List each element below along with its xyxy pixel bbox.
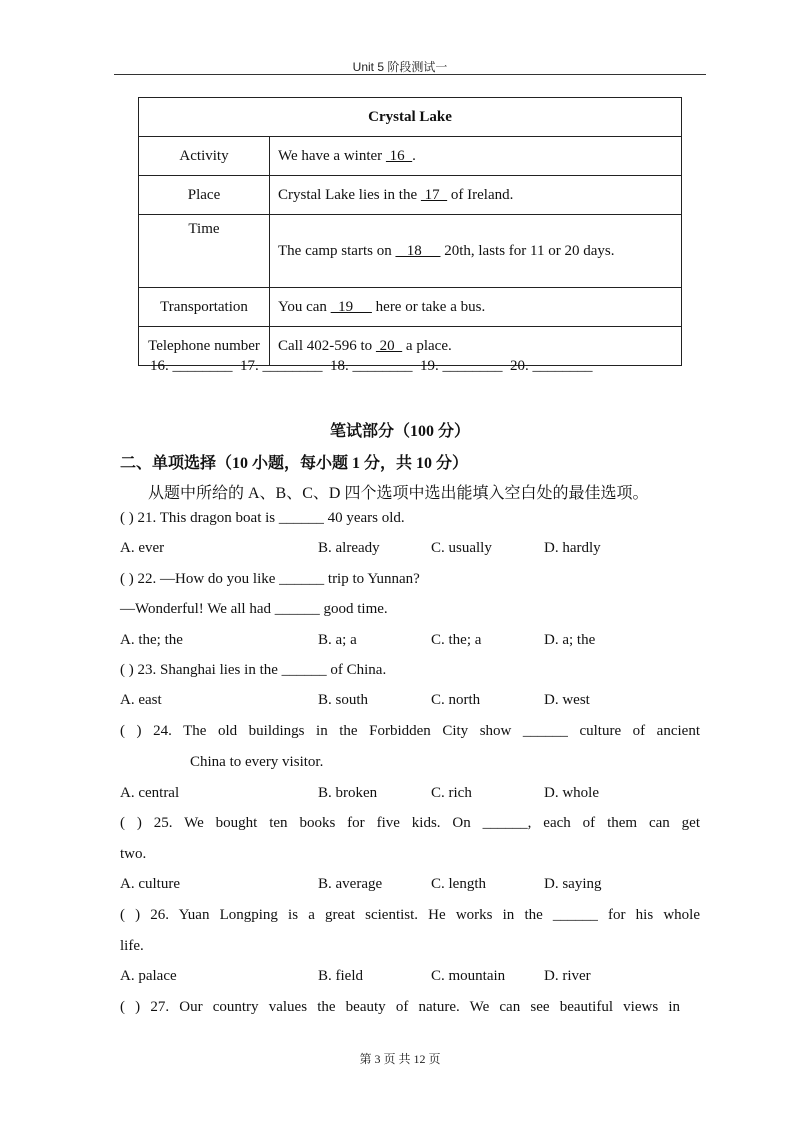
row-content: We have a winter 16 .	[270, 137, 682, 176]
blank-17: 17	[420, 186, 448, 203]
page-header: Unit 5 阶段测试一	[352, 60, 448, 74]
blank-20: 20	[375, 337, 403, 354]
option-c: C. mountain	[431, 968, 506, 984]
question-22-line2: —Wonderful! We all had ______ good time.	[120, 601, 388, 617]
option-d: D. a; the	[544, 632, 596, 648]
table-row	[139, 176, 682, 215]
option-b: B. broken	[318, 785, 378, 801]
question-25: ( ) 25. We bought ten books for five kids. On ______, each of them can get	[120, 815, 700, 831]
option-c: C. usually	[431, 540, 492, 556]
option-c: C. the; a	[431, 632, 482, 648]
option-d: D. river	[544, 968, 591, 984]
option-c: C. rich	[431, 785, 472, 801]
row-label: Place	[139, 176, 270, 215]
question-24-line2: China to every visitor.	[190, 754, 324, 770]
row-content: You can 19 here or take a bus.	[270, 288, 682, 327]
table-row	[139, 137, 682, 176]
blank-18: 18	[395, 243, 441, 259]
row-label: Activity	[139, 137, 270, 176]
question-27: ( ) 27. Our country values the beauty of nature. We can see beautiful views in	[120, 999, 680, 1015]
question-23: ( ) 23. Shanghai lies in the ______ of China.	[120, 662, 387, 678]
option-b: B. field	[318, 968, 363, 984]
section-heading: 二、单项选择（10 小题，每小题 1 分，共 10 分）	[120, 455, 469, 472]
option-d: D. hardly	[544, 540, 601, 556]
question-26-line2: life.	[120, 938, 144, 954]
question-25-line2: two.	[120, 846, 147, 862]
option-b: B. already	[318, 540, 380, 556]
option-c: C. north	[431, 692, 481, 708]
row-content: Call 402-596 to 20 a place.	[270, 327, 682, 366]
section-instruction: 从题中所给的 A、B、C、D 四个选项中选出能填入空白处的最佳选项。	[148, 485, 649, 502]
answer-blanks: 16. ________ 17. ________ 18. ________ 19. ________ 20. ________	[150, 358, 593, 374]
blank-19: 19	[330, 298, 372, 315]
section-title: 笔试部分（100 分）	[329, 423, 470, 440]
row-content: Crystal Lake lies in the 17 of Ireland.	[270, 176, 682, 215]
option-b: B. south	[318, 692, 369, 708]
question-26: ( ) 26. Yuan Longping is a great scientist. He works in the ______ for his whole	[120, 907, 700, 923]
table-title: Crystal Lake	[139, 98, 682, 137]
option-a: A. central	[120, 785, 180, 801]
option-d: D. whole	[544, 785, 599, 801]
row-label: Time	[139, 215, 270, 288]
question-24: ( ) 24. The old buildings in the Forbidden City show ______ culture of ancient	[120, 723, 700, 739]
option-a: A. east	[120, 692, 162, 708]
option-a: A. ever	[120, 540, 165, 556]
row-label: Transportation	[139, 288, 270, 327]
blank-16: 16	[385, 147, 413, 164]
option-a: A. the; the	[120, 632, 183, 648]
header-rule	[114, 74, 706, 75]
option-b: B. a; a	[318, 632, 357, 648]
option-d: D. saying	[544, 876, 602, 892]
option-a: A. palace	[120, 968, 177, 984]
crystal-lake-table	[138, 97, 682, 366]
question-21: ( ) 21. This dragon boat is ______ 40 years old.	[120, 510, 405, 526]
page-footer: 第 3 页 共 12 页	[359, 1052, 441, 1066]
table-row	[139, 288, 682, 327]
question-22: ( ) 22. —How do you like ______ trip to Yunnan?	[120, 571, 420, 587]
row-label: Telephone number	[139, 327, 270, 366]
row-content: The camp starts on 18 20th, lasts for 11 or 20 days.	[270, 215, 682, 288]
option-a: A. culture	[120, 876, 180, 892]
option-c: C. length	[431, 876, 486, 892]
option-b: B. average	[318, 876, 383, 892]
option-d: D. west	[544, 692, 590, 708]
table-row	[139, 215, 682, 288]
